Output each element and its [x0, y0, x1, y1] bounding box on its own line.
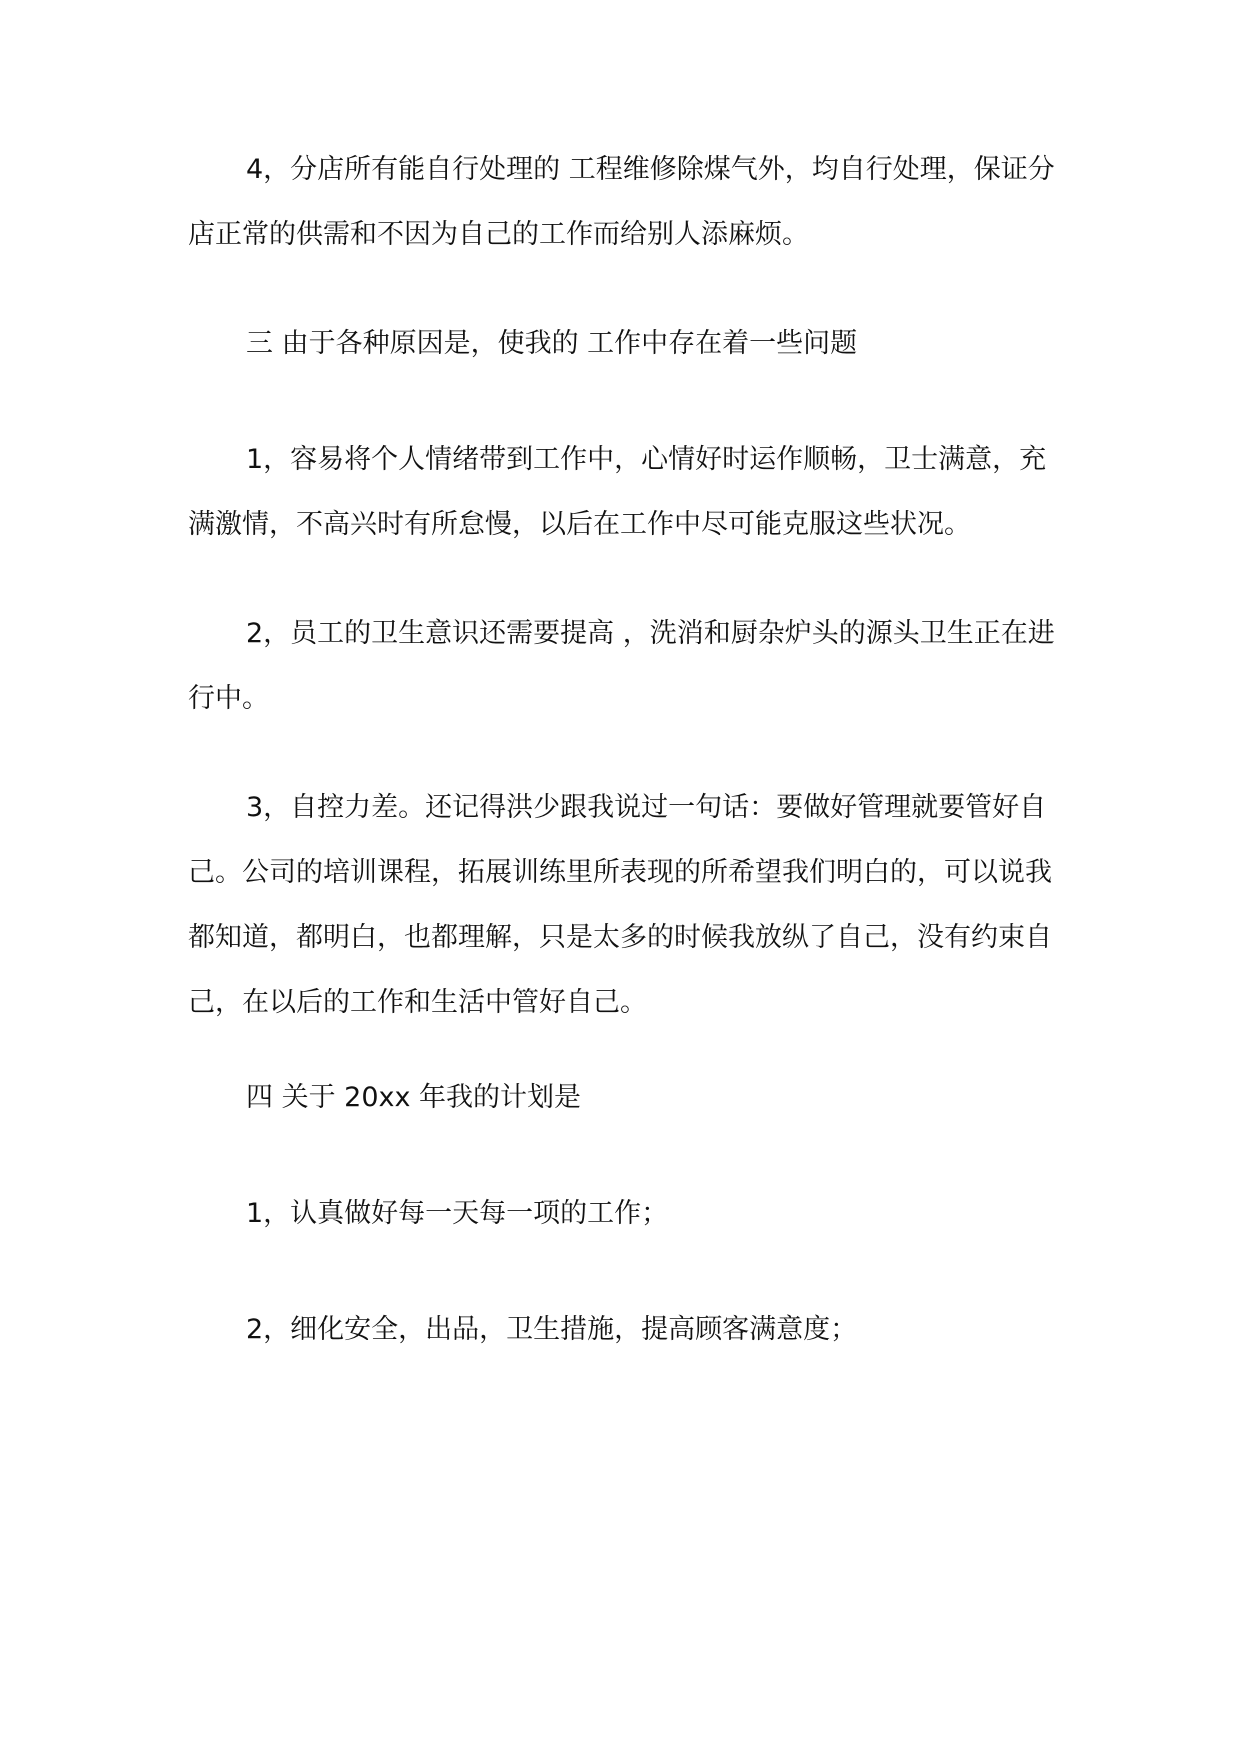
plan-item-1: 1，认真做好每一天每一项的工作； — [246, 1198, 669, 1229]
paragraph-hygiene-awareness: 2，员工的卫生意识还需要提高 ，洗消和厨杂炉头的源头卫生正在进行中。 — [188, 618, 1055, 714]
paragraph-repair-work: 4，分店所有能自行处理的 工程维修除煤气外，均自行处理，保证分店正常的供需和不因为自己的工作而给别人添麻烦。 — [188, 154, 1055, 250]
section-heading-problems: 三 由于各种原因是，使我的 工作中存在着一些问题 — [246, 328, 858, 359]
paragraph-emotions: 1，容易将个人情绪带到工作中，心情好时运作顺畅，卫士满意，充满激情，不高兴时有所怠慢，以后在工作中尽可能克服这些状况。 — [188, 444, 1047, 540]
plan-item-2: 2，细化安全，出品，卫生措施，提高顾客满意度； — [246, 1314, 858, 1345]
paragraph-self-control: 3，自控力差。还记得洪少跟我说过一句话：要做好管理就要管好自己。公司的培训课程，拓展训练里所表现的所希望我们明白的，可以说我都知道，都明白，也都理解，只是太多的时候我放纵了自己，没有约束自己，在以后的工作和生活中管好自己。 — [188, 792, 1052, 1018]
section-heading-plan: 四 关于 20xx 年我的计划是 — [246, 1082, 582, 1113]
